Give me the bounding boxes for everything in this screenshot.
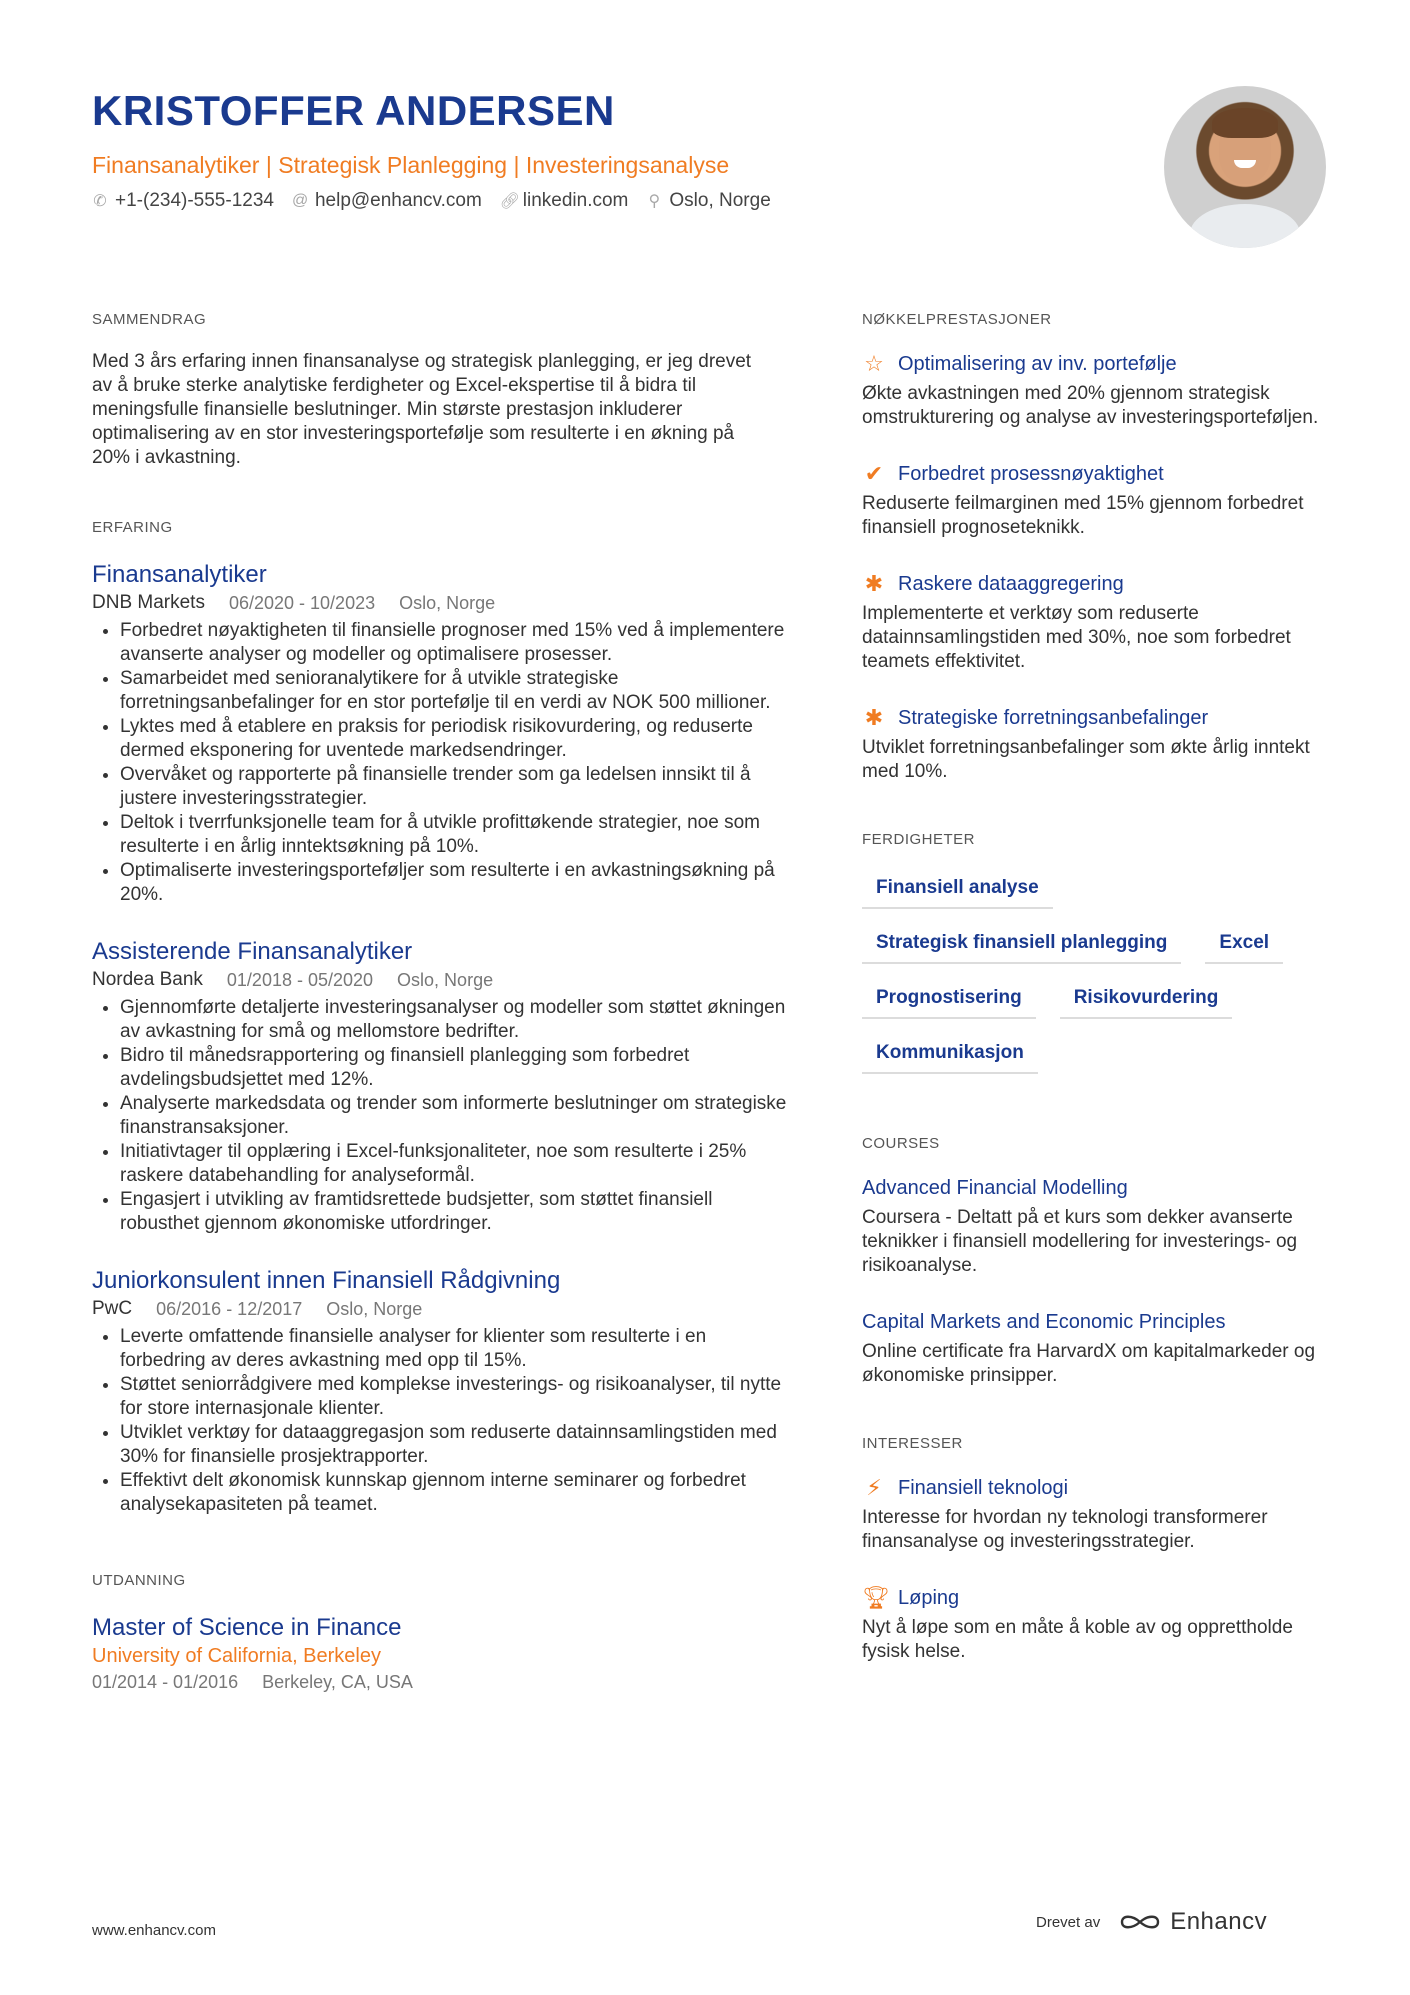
section-title-courses: COURSES (862, 1135, 940, 1152)
wand-icon: ⚡ (866, 1475, 882, 1500)
education-degree: Master of Science in Finance (92, 1614, 402, 1641)
education-location: Berkeley, CA, USA (262, 1672, 413, 1692)
job-bullet: • Støttet seniorrådgivere med komplekse investerings- og risikoanalyser, til nytte for store internasjonale klienter. (120, 1373, 792, 1421)
infinity-logo-icon (1118, 1911, 1162, 1933)
location-pin-icon: ⚲ (648, 193, 661, 210)
interest-item (862, 1584, 1332, 1664)
star-icon: ☆ (864, 351, 884, 376)
job-entry (92, 937, 792, 1236)
section-title-experience: ERFARING (92, 519, 173, 536)
brand-name: Enhancv (1170, 1908, 1268, 1935)
contact-linkedin[interactable] (500, 190, 629, 212)
contact-row (92, 190, 1152, 212)
achievement-title: Raskere dataaggregering (898, 573, 1124, 595)
job-bullet: • Analyserte markedsdata og trender som informerte beslutninger om strategiske finanstransaksjoner. (120, 1092, 792, 1140)
achievement-item (862, 704, 1332, 784)
job-dates: 06/2020 - 10/2023 (228, 593, 376, 613)
job-bullet: • Gjennomførte detaljerte investeringsanalyser og modeller som støttet økningen av avkastning for små og mellomstore bedrifter. (120, 996, 792, 1044)
job-bullet: • Forbedret nøyaktigheten til finansielle prognoser med 15% ved å implementere avanserte analyser og modeller og optimalisere prosesser. (120, 619, 792, 667)
job-dates: 06/2016 - 12/2017 (156, 1299, 303, 1319)
job-bullet: • Bidro til månedsrapportering og finansiell planlegging som forbedret avdelingsbudsjettet med 12%. (120, 1044, 792, 1092)
footer-website[interactable]: www.enhancv.com (92, 1922, 216, 1939)
contact-phone (92, 190, 274, 212)
phone-icon: ✆ (93, 193, 107, 210)
interests-section (862, 1434, 1332, 1664)
course-title: Advanced Financial Modelling (862, 1177, 1128, 1199)
achievement-item (862, 350, 1332, 430)
phone-text: +1-(234)-555-1234 (115, 190, 274, 211)
section-title-summary: SAMMENDRAG (92, 311, 207, 328)
job-location: Oslo, Norge (397, 970, 494, 990)
job-title: Finansanalytiker (92, 561, 267, 588)
education-dates: 01/2014 - 01/2016 (92, 1672, 239, 1692)
job-company: Nordea Bank (92, 969, 203, 990)
check-icon: ✔ (864, 461, 884, 486)
email-text[interactable]: help@enhancv.com (314, 190, 482, 211)
link-icon: 🔗︎ (499, 193, 521, 210)
enhancv-logo[interactable] (1118, 1908, 1267, 1936)
job-location: Oslo, Norge (326, 1299, 423, 1319)
achievement-title: Forbedret prosessnøyaktighet (898, 463, 1164, 485)
left-column (92, 310, 792, 1694)
section-title-skills: FERDIGHETER (862, 831, 976, 848)
interest-desc: Interesse for hvordan ny teknologi transformerer finansanalyse og investeringsstrategier. (862, 1507, 1268, 1552)
course-title: Capital Markets and Economic Principles (862, 1311, 1226, 1333)
job-bullets (92, 619, 792, 907)
resume-header (92, 86, 1152, 212)
achievement-item (862, 460, 1332, 540)
job-company: DNB Markets (92, 592, 205, 613)
achievement-desc: Økte avkastningen med 20% gjennom strategisk omstrukturering og analyse av investeringsporteføljen. (862, 383, 1319, 428)
right-column (862, 310, 1332, 1694)
avatar (1164, 86, 1326, 248)
summary-text: Med 3 års erfaring innen finansanalyse og strategisk planlegging, er jeg drevet av å bruke sterke analytiske ferdigheter og Excel-ekspertise til å bidra til meningsfulle finansielle beslutninger. Min største prestasjon inkluderer optimalisering av en stor investeringsportefølje som resulterte i en økning på 20% i avkastning. (92, 351, 752, 468)
interest-item (862, 1474, 1332, 1554)
job-dates: 01/2018 - 05/2020 (226, 970, 374, 990)
magic-wand-icon: ✱ (864, 705, 884, 730)
magic-wand-icon: ✱ (864, 571, 884, 596)
achievement-desc: Implementerte et verktøy som reduserte datainnsamlingstiden med 30%, noe som forbedret teamets effektivitet. (862, 603, 1291, 672)
achievement-title: Strategiske forretningsanbefalinger (898, 707, 1209, 729)
job-bullet: • Samarbeidet med senioranalytikere for å utvikle strategiske forretningsanbefalinger for en stor portefølje til en verdi av NOK 500 millioner. (120, 667, 792, 715)
achievement-desc: Utviklet forretningsanbefalinger som økte årlig inntekt med 10%. (862, 737, 1310, 782)
interest-title: Løping (898, 1587, 960, 1609)
course-desc: Coursera - Deltatt på et kurs som dekker avanserte teknikker i finansiell modellering for investerings- og risikoanalyse. (862, 1207, 1298, 1276)
contact-email[interactable] (292, 190, 482, 212)
job-bullet: • Initiativtager til opplæring i Excel-funksjonaliteter, noe som resulterte i 25% raskere databehandling for analyseformål. (120, 1140, 792, 1188)
skill-tag: Excel (1205, 925, 1283, 964)
job-entry (92, 560, 792, 907)
powered-by-text: Drevet av (1036, 1913, 1101, 1931)
course-desc: Online certificate fra HarvardX om kapitalmarkeder og økonomiske prinsipper. (862, 1341, 1316, 1386)
job-bullets (92, 1325, 792, 1517)
course-item (862, 1308, 1332, 1388)
job-bullet: • Leverte omfattende finansielle analyser for klienter som resulterte i en forbedring av deres avkastning med opp til 15%. (120, 1325, 792, 1373)
achievements-section (862, 310, 1332, 784)
skill-tag: Risikovurdering (1060, 980, 1233, 1019)
job-bullet: • Deltok i tverrfunksjonelle team for å utvikle profittøkende strategier, noe som resulterte i en årlig inntektsøkning på 10%. (120, 811, 792, 859)
achievement-item (862, 570, 1332, 674)
location-text: Oslo, Norge (669, 190, 771, 211)
job-company: PwC (92, 1298, 133, 1319)
section-title-interests: INTERESSER (862, 1435, 963, 1452)
skills-list (862, 870, 1322, 1074)
skill-tag: Strategisk finansiell planlegging (862, 925, 1181, 964)
job-entry (92, 1266, 792, 1517)
job-bullet: • Lyktes med å etablere en praksis for periodisk risikovurdering, og reduserte dermed eksponering for uventede markedsendringer. (120, 715, 792, 763)
skills-section (862, 830, 1332, 1074)
section-title-education: UTDANNING (92, 1572, 186, 1589)
candidate-name: KRISTOFFER ANDERSEN (92, 87, 615, 134)
job-title: Assisterende Finansanalytiker (92, 938, 413, 965)
job-bullet: • Engasjert i utvikling av framtidsrettede budsjetter, som støttet finansiell robusthet gjennom økonomiske utfordringer. (120, 1188, 792, 1236)
trophy-icon: 🏆︎ (862, 1585, 890, 1610)
section-title-achievements: NØKKELPRESTASJONER (862, 311, 1052, 328)
course-item (862, 1174, 1332, 1278)
interest-desc: Nyt å løpe som en måte å koble av og opprettholde fysisk helse. (862, 1617, 1293, 1662)
contact-location (646, 190, 770, 212)
job-bullet: • Utviklet verktøy for dataaggregasjon som reduserte datainnsamlingstiden med 30% for finansielle prosjektrapporter. (120, 1421, 792, 1469)
job-bullets (92, 996, 792, 1236)
education-school: University of California, Berkeley (92, 1645, 381, 1667)
summary-section (92, 310, 792, 470)
skill-tag: Finansiell analyse (862, 870, 1053, 909)
skill-tag: Prognostisering (862, 980, 1036, 1019)
candidate-tagline: Finansanalytiker | Strategisk Planlegging | Investeringsanalyse (92, 152, 730, 178)
courses-section (862, 1134, 1332, 1388)
interest-title: Finansiell teknologi (898, 1477, 1069, 1499)
skill-tag: Kommunikasjon (862, 1035, 1038, 1074)
job-title: Juniorkonsulent innen Finansiell Rådgivning (92, 1267, 561, 1294)
achievement-desc: Reduserte feilmarginen med 15% gjennom forbedret finansiell prognoseteknikk. (862, 493, 1304, 538)
job-location: Oslo, Norge (399, 593, 496, 613)
job-bullet: • Optimaliserte investeringsporteføljer som resulterte i en avkastningsøkning på 20%. (120, 859, 792, 907)
job-bullet: • Overvåket og rapporterte på finansielle trender som ga ledelsen innsikt til å justere investeringsstrategier. (120, 763, 792, 811)
linkedin-text[interactable]: linkedin.com (522, 190, 629, 211)
at-icon: @ (291, 192, 309, 209)
job-bullet: • Effektivt delt økonomisk kunnskap gjennom interne seminarer og forbedret analysekapasiteten på teamet. (120, 1469, 792, 1517)
experience-section (92, 518, 792, 1517)
education-section (92, 1571, 792, 1694)
achievement-title: Optimalisering av inv. portefølje (898, 353, 1177, 375)
footer-branding (1036, 1908, 1267, 1936)
